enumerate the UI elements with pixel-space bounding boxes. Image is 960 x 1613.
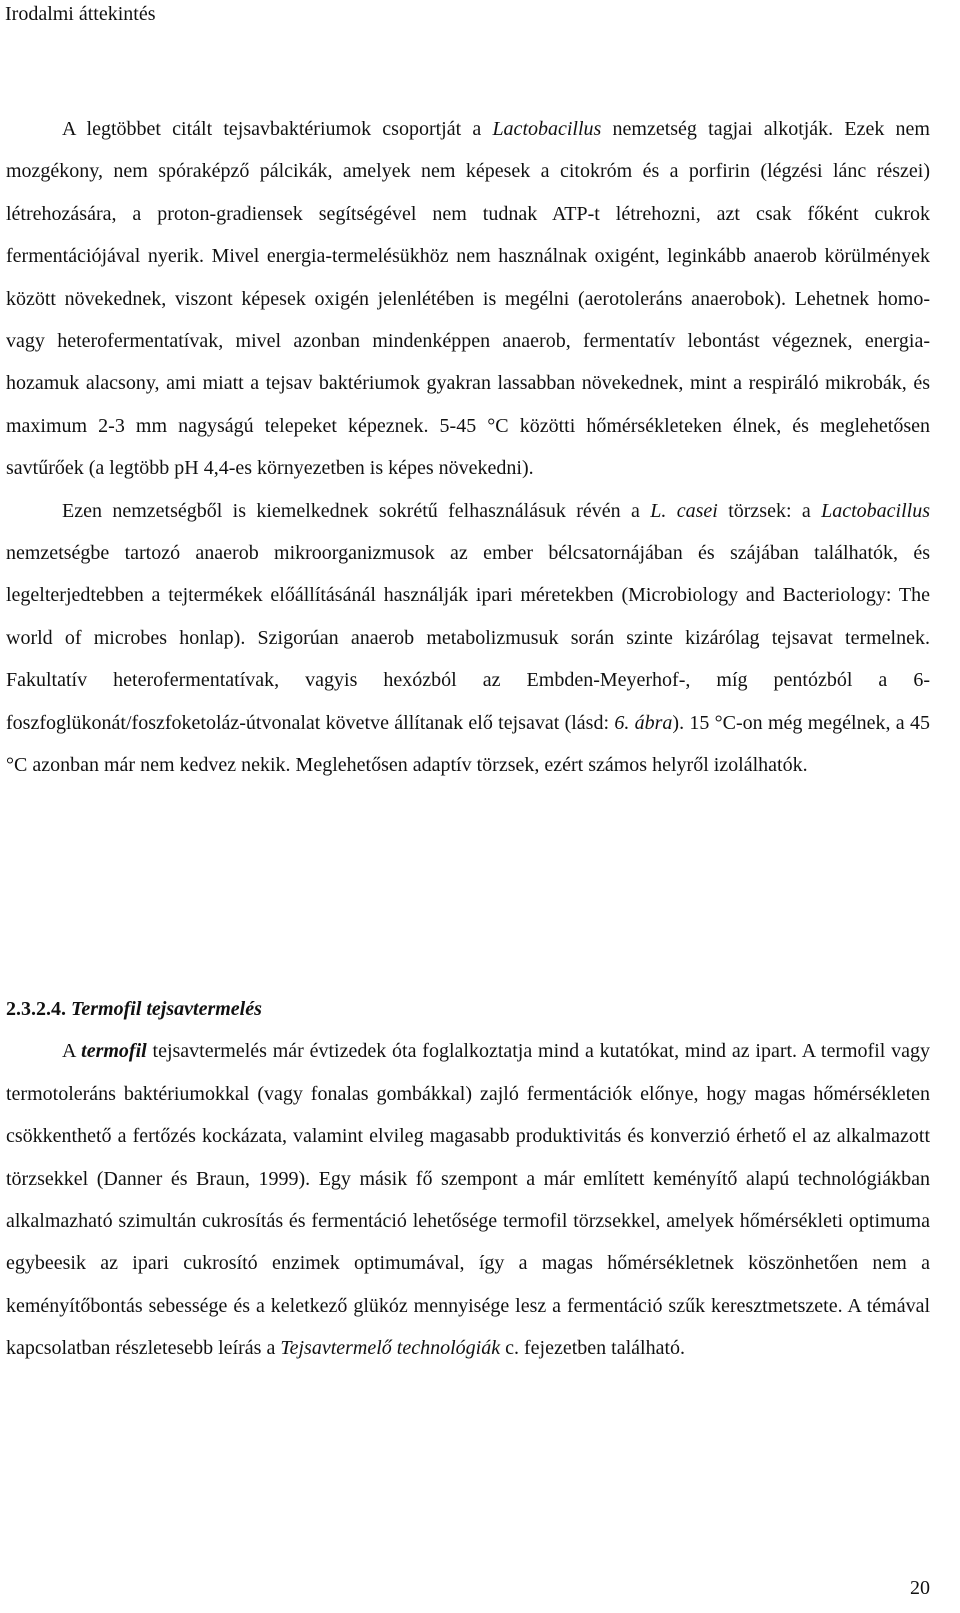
section-heading [6, 988, 930, 1030]
body-text-block [6, 108, 930, 787]
page-number: 20 [910, 1577, 930, 1599]
paragraph-l-casei: Ezen nemzetségből is kiemelkednek sokrétű felhasználásuk révén a L. casei törzsek: a Lactobacillus nemzetségbe tartozó anaerob mikroorganizmusok az ember bélcsatornájában és szájában találhatók, és legelterjedtebben a tejtermékek előállításánál használják ipari méretekben (Microbiology and Bacteriology: The world of microbes honlap). Szigorúan anaerob metabolizmusuk során szinte kizárólag tejsavat termelnek. Fakultatív heterofermentatívak, vagyis hexózból az Embden-Meyerhof-, míg pentózból a 6-foszfoglükonát/foszfoketoláz-útvonalat követve állítanak elő tejsavat (lásd: 6. ábra). 15 °C-on még megélnek, a 45 °C azonban már nem kedvez nekik. Meglehetősen adaptív törzsek, ezért számos helyről izolálhatók. [6, 499, 931, 777]
emphasis-term: termofil [81, 1040, 147, 1063]
paragraph-lactobacillus-intro: A legtöbbet citált tejsavbaktériumok csoportját a Lactobacillus nemzetség tagjai alkotják. Ezek nem mozgékony, nem spóraképző pálcikák, amelyek nem képesek a citokróm és a porfirin (légzési lánc részei) létrehozására, a proton-gradiensek segítségével nem tudnak ATP-t létrehozni, azt csak főként cukrok fermentációjával nyerik. Mivel energia-termelésükhöz nem használnak oxigént, leginkább anaerob körülmények között növekednek, viszont képesek oxigén jelenlétében is megélni (aerotoleráns anaerobok). Lehetnek homo- vagy heterofermentatívak, mivel azonban mindenképpen anaerob, fermentatív lebontást végeznek, energia-hozamuk alacsony, ami miatt a tejsav baktériumok gyakran lassabban növekednek, mint a respiráló mikrobák, és maximum 2-3 mm nagyságú telepeket képeznek. 5-45 °C közötti hőmérsékleteken élnek, és meglehetősen savtűrőek (a legtöbb pH 4,4-es környezetben is képes növekedni). [6, 118, 930, 480]
section-title: Termofil tejsavtermelés [71, 998, 262, 1020]
genus-name: Lactobacillus [821, 499, 931, 522]
genus-name: Lactobacillus [492, 118, 602, 140]
paragraph-termofil: A termofil tejsavtermelés már évtizedek óta foglalkoztatja mind a kutatókat, mind az ipart. A termofil vagy termotoleráns baktériumokkal (vagy fonalas gombákkal) zajló fermentációk előnye, hogy magas hőmérsékleten csökkenthető a fertőzés kockázata, valamint elvileg magasabb produktivitás és konverzió érhető el az alkalmazott törzsekkel (Danner és Braun, 1999). Egy másik fő szempont a már említett keményítő alapú technológiákban alkalmazható szimultán cukrosítás és fermentáció lehetősége termofil törzsekkel, amelyek hőmérsékleti optimuma egybeesik az ipari cukrosító enzimek optimumával, így a magas hőmérsékletnek köszönhetően nem a keményítőbontás sebessége és a keletkező glükóz mennyisége lesz a fermentáció szűk keresztmetszete. A témával kapcsolatban részletesebb leírás a Tejsavtermelő technológiák c. fejezetben található. [6, 1040, 930, 1360]
running-header: Irodalmi áttekintés [5, 3, 156, 25]
section-number: 2.3.2.4. [6, 998, 66, 1020]
figure-reference: 6. ábra [614, 711, 673, 734]
body-text-block-2 [6, 988, 930, 1370]
chapter-reference: Tejsavtermelő technológiák [280, 1337, 501, 1360]
species-name: L. casei [650, 499, 718, 522]
